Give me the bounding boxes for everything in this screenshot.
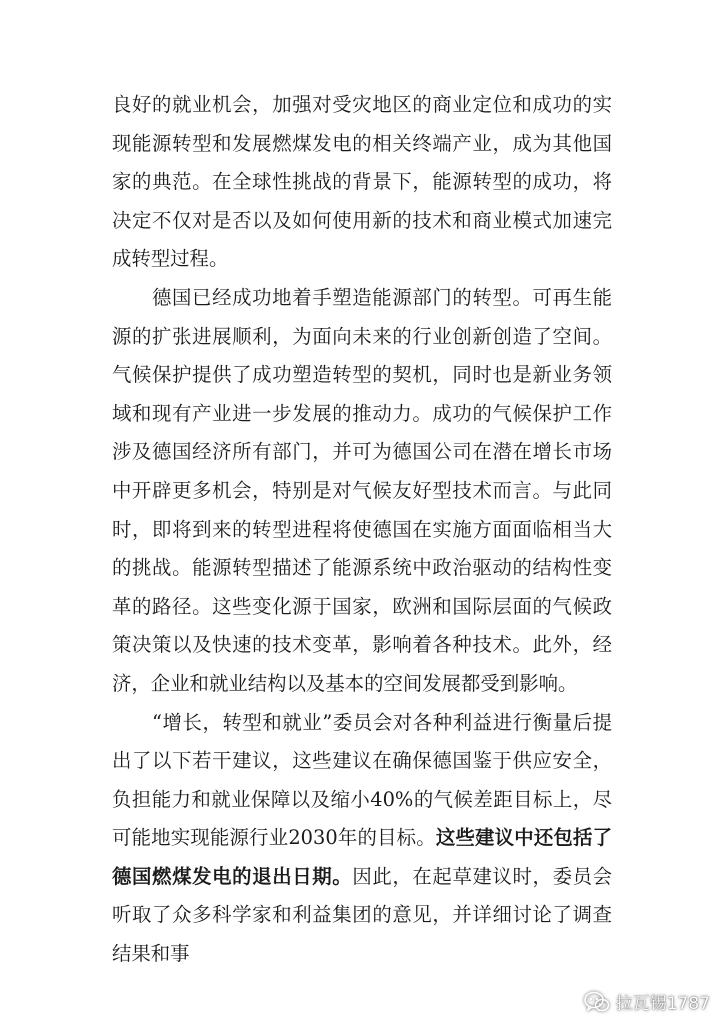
wechat-icon bbox=[584, 991, 610, 1013]
paragraph-3 bbox=[112, 704, 612, 974]
paragraph-1-text: 良好的就业机会，加强对受灾地区的商业定位和成功的实现能源转型和发展燃煤发电的相关终端产业，成为其他国家的典范。在全球性挑战的背景下，能源转型的成功，将决定不仅对是否以及如何使用新的技术和商业模式加速完成转型过程。 bbox=[112, 93, 612, 271]
paragraph-2-text: 德国已经成功地着手塑造能源部门的转型。可再生能源的扩张进展顺利，为面向未来的行业创新创造了空间。气候保护提供了成功塑造转型的契机，同时也是新业务领域和现有产业进一步发展的推动力。成功的气候保护工作涉及德国经济所有部门，并可为德国公司在潜在增长市场中开辟更多机会，特别是对气候友好型技术而言。与此同时，即将到来的转型进程将使德国在实施方面面临相当大的挑战。能源转型描述了能源系统中政治驱动的结构性变革的路径。这些变化源于国家，欧洲和国际层面的气候政策决策以及快速的技术变革，影响着各种技术。此外，经济，企业和就业结构以及基本的空间发展都受到影响。 bbox=[112, 285, 612, 695]
watermark-text: 拉瓦锡1787 bbox=[615, 994, 710, 1014]
watermark bbox=[584, 989, 710, 1014]
paragraph-2 bbox=[112, 279, 612, 704]
paragraph-3-bold-text: 这些建议中还包括了德国燃煤发电的退出日期。 bbox=[112, 826, 612, 888]
paragraph-3-text-a: “增长，转型和就业”委员会对各种利益进行衡量后提出了以下若干建议，这些建议在确保德国鉴于供应安全，负担能力和就业保障以及缩小40%的气候差距目标上，尽可能地实现能源行业2030年的目标。 bbox=[112, 710, 612, 850]
paragraph-1 bbox=[112, 86, 612, 279]
paragraph-3-text-b: 因此，在起草建议时，委员会听取了众多科学家和利益集团的意见，并详细讨论了调查结果和事 bbox=[112, 864, 613, 966]
document-body bbox=[112, 86, 612, 974]
